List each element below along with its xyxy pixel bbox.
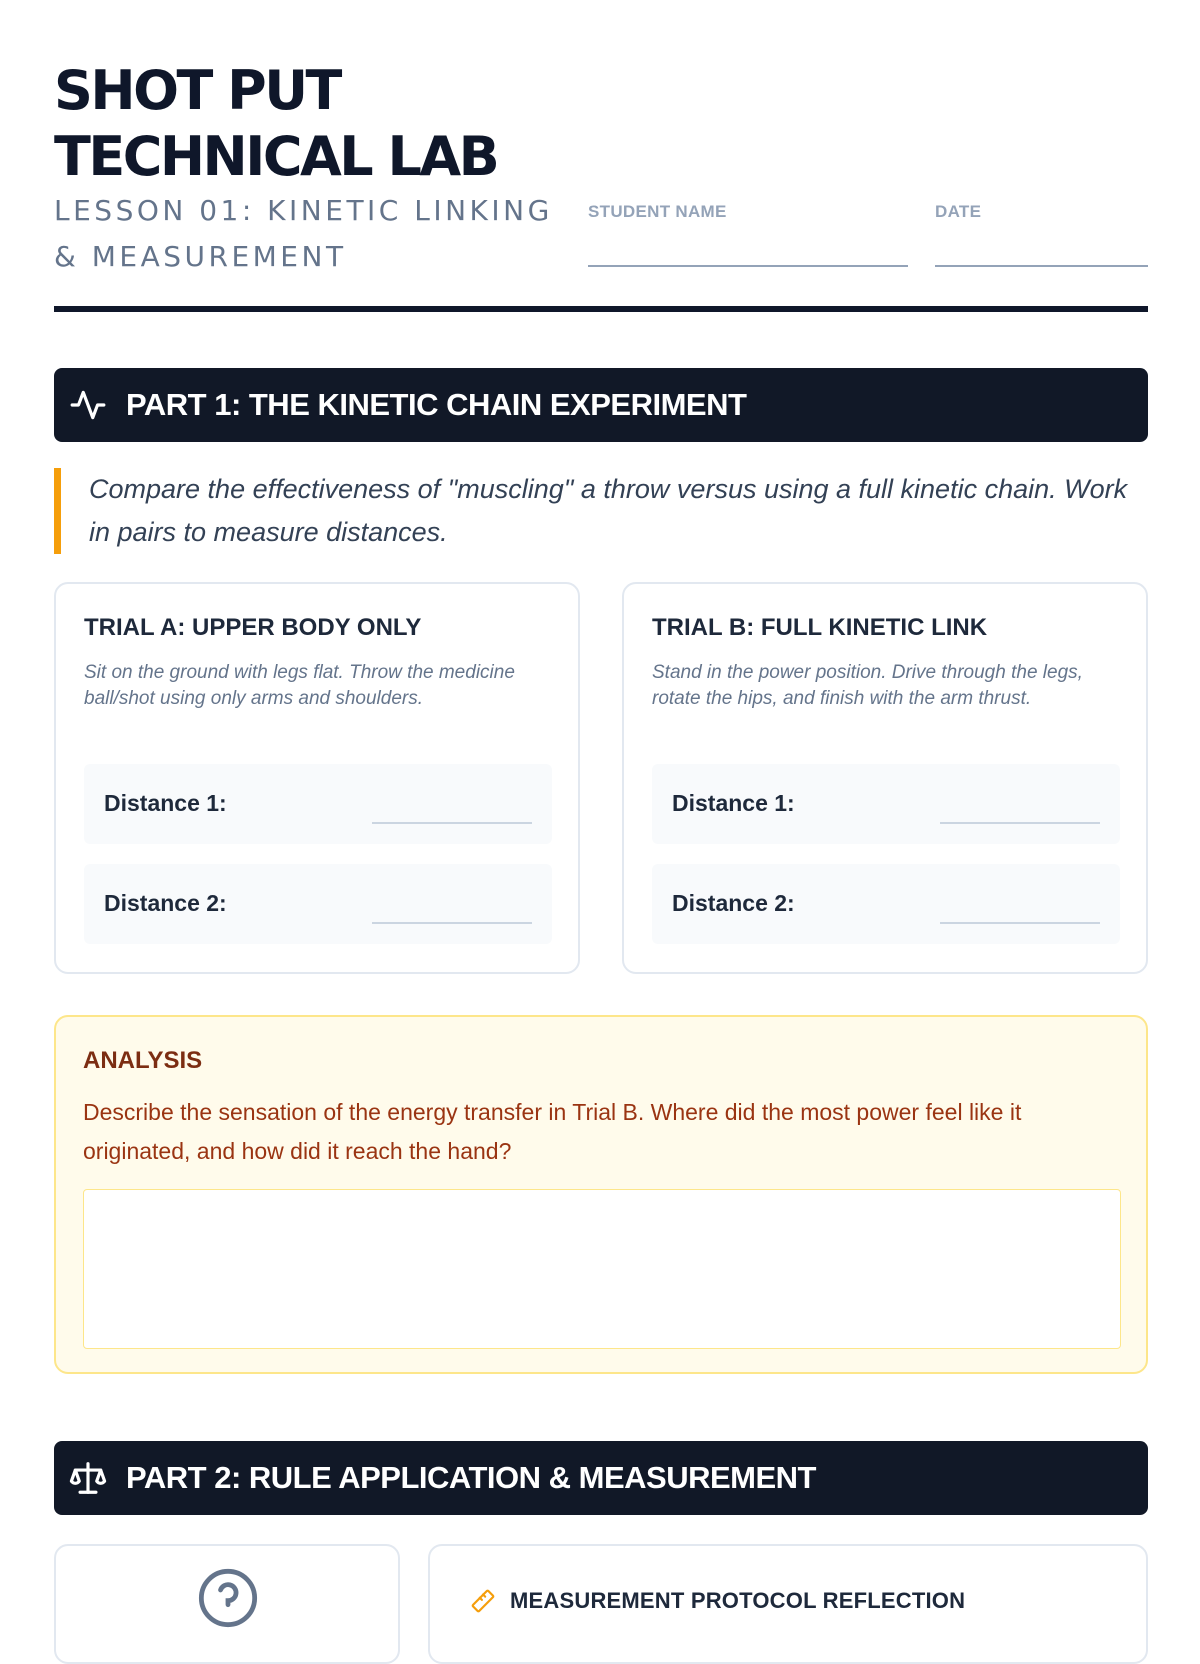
trial-a-title: TRIAL A: UPPER BODY ONLY [84, 614, 422, 641]
title-line-1: SHOT PUT [54, 59, 340, 122]
trial-a-distance-1-label: Distance 1: [104, 790, 227, 816]
trial-a-distance-2-label: Distance 2: [104, 890, 227, 916]
part1-intro: Compare the effectiveness of "muscling" a throw versus using a full kinetic chain. Work in pairs to measure distances. [54, 468, 1148, 554]
trial-b-card [622, 582, 1148, 974]
title-line-2: TECHNICAL LAB [54, 125, 498, 188]
question-circle-icon [196, 1566, 260, 1630]
worksheet-page [54, 0, 1148, 1613]
student-name-field[interactable] [588, 265, 908, 267]
lesson-subtitle [54, 188, 574, 280]
part1-header [54, 368, 1148, 442]
date-field[interactable] [935, 265, 1148, 267]
trial-a-description: Sit on the ground with legs flat. Throw the medicine ball/shot using only arms and shoulders. [84, 662, 515, 709]
trial-a-distance-2-row [84, 864, 552, 944]
header-divider [54, 306, 1148, 312]
trial-b-title: TRIAL B: FULL KINETIC LINK [652, 614, 988, 641]
worksheet-title [54, 58, 497, 190]
analysis-question: Describe the sensation of the energy transfer in Trial B. Where did the most power feel like it originated, and how did it reach the hand? [83, 1099, 1022, 1164]
student-name-label: STUDENT NAME [588, 202, 727, 221]
trial-b-description: Stand in the power position. Drive through the legs, rotate the hips, and finish with the arm thrust. [652, 662, 1083, 709]
part2-right-card [428, 1544, 1148, 1664]
part2-left-card [54, 1544, 400, 1664]
subtitle-line-2: & MEASUREMENT [54, 240, 347, 273]
trial-b-distance-1-label: Distance 1: [672, 790, 795, 816]
part1-title: PART 1: THE KINETIC CHAIN EXPERIMENT [126, 387, 747, 422]
trial-b-distance-2-field[interactable] [940, 922, 1100, 924]
date-label: DATE [935, 202, 982, 221]
part2-title: PART 2: RULE APPLICATION & MEASUREMENT [126, 1460, 816, 1495]
trial-b-distance-1-field[interactable] [940, 822, 1100, 824]
trial-a-distance-2-field[interactable] [372, 922, 532, 924]
analysis-answer-area[interactable] [83, 1189, 1121, 1349]
trial-b-distance-2-label: Distance 2: [672, 890, 795, 916]
measurement-reflection-title: MEASUREMENT PROTOCOL REFLECTION [510, 1588, 966, 1613]
ruler-icon [470, 1588, 498, 1616]
trial-b-distance-1-row [652, 764, 1120, 844]
analysis-title: ANALYSIS [83, 1047, 203, 1074]
part2-header [54, 1441, 1148, 1515]
trial-b-distance-2-row [652, 864, 1120, 944]
scale-icon [68, 1458, 108, 1498]
trial-a-distance-1-row [84, 764, 552, 844]
trial-a-card [54, 582, 580, 974]
subtitle-line-1: LESSON 01: KINETIC LINKING [54, 194, 553, 227]
analysis-box [54, 1015, 1148, 1374]
trial-a-distance-1-field[interactable] [372, 822, 532, 824]
activity-pulse-icon [68, 385, 108, 425]
